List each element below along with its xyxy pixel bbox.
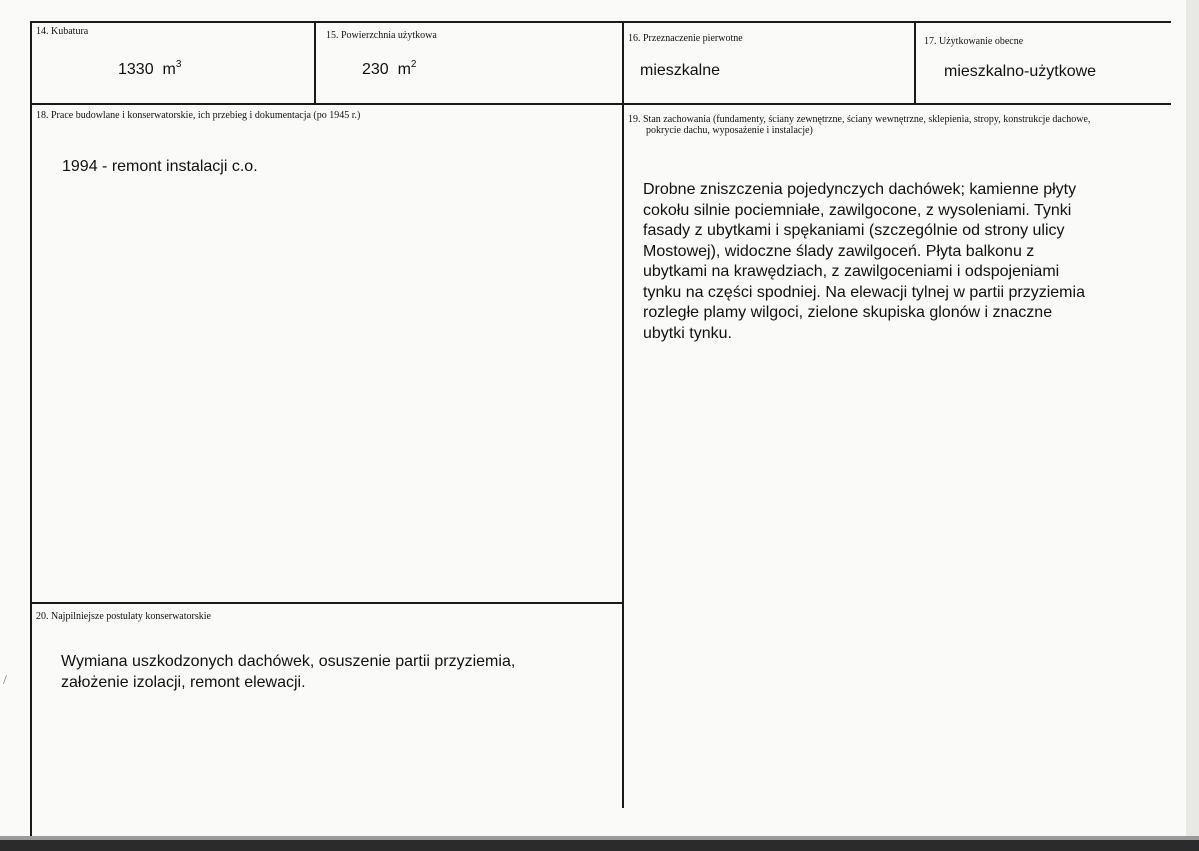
- field-20-label: 20. Najpilniejsze postulaty konserwatorskie: [36, 611, 211, 622]
- text-line: ubytki tynku.: [643, 324, 732, 342]
- row-divider-line: [30, 103, 1171, 105]
- field-20-text: [61, 652, 515, 693]
- field-16-label: 16. Przeznaczenie pierwotne: [628, 33, 743, 44]
- area-unit: m: [397, 61, 411, 78]
- field-19-text: [643, 180, 1085, 344]
- top-border-line: [30, 21, 1171, 23]
- scan-bottom-edge: [0, 836, 1199, 851]
- column-divider-line: [314, 21, 316, 105]
- left-border-line: [30, 21, 32, 836]
- text-line: rozległe plamy wilgoci, zielone skupiska glonów i znaczne: [643, 304, 1053, 321]
- text-line: Wymiana uszkodzonych dachówek, osuszenie partii przyziemia,: [61, 653, 516, 670]
- text-line: założenie izolacji, remont elewacji.: [61, 673, 306, 691]
- field-17-label: 17. Użytkowanie obecne: [924, 36, 1024, 47]
- scan-mark: /: [3, 673, 7, 688]
- kubatura-number: 1330: [118, 61, 154, 78]
- field-19-label-line: pokrycie dachu, wyposażenie i instalacje): [646, 125, 813, 136]
- kubatura-unit: m: [162, 61, 176, 78]
- area-unit-exponent: 2: [410, 59, 417, 70]
- section-divider-line: [30, 602, 623, 604]
- text-line: Drobne zniszczenia pojedynczych dachówek; kamienne płyty: [643, 181, 1077, 198]
- field-16-value: mieszkalne: [640, 62, 721, 79]
- field-17-value: mieszkalno-użytkowe: [944, 63, 1097, 80]
- field-14-value: [118, 59, 181, 79]
- text-line: cokołu silnie pociemniałe, zawilgocone, z wysoleniami. Tynki: [643, 201, 1072, 219]
- scan-edge: [1186, 0, 1199, 836]
- text-line: tynku na części spodniej. Na elewacji tylnej w partii przyziemia: [643, 283, 1085, 301]
- text-line: fasady z ubytkami i spękaniami (szczególnie od strony ulicy: [643, 222, 1065, 239]
- text-line: Mostowej), widoczne ślady zawilgoceń. Płyta balkonu z: [643, 242, 1035, 260]
- field-15-label: 15. Powierzchnia użytkowa: [326, 30, 437, 41]
- scan-edge-shade: [0, 836, 1199, 840]
- field-14-label: 14. Kubatura: [36, 26, 89, 37]
- field-18-value: 1994 - remont instalacji c.o.: [62, 158, 258, 175]
- text-line: ubytkami na krawędziach, z zawilgoceniami i odspojeniami: [643, 263, 1060, 280]
- field-15-value: [362, 59, 416, 79]
- center-divider-line: [622, 21, 624, 808]
- column-divider-line: [914, 21, 916, 105]
- field-19-label: [628, 114, 1090, 136]
- area-number: 230: [362, 61, 389, 78]
- field-18-label: 18. Prace budowlane i konserwatorskie, ich przebieg i dokumentacja (po 1945 r.): [36, 110, 361, 121]
- kubatura-unit-exponent: 3: [175, 59, 182, 70]
- field-19-label-line: 19. Stan zachowania (fundamenty, ściany zewnętrzne, ściany wewnętrzne, sklepienia, stropy, konstrukcje dachowe,: [628, 114, 1091, 125]
